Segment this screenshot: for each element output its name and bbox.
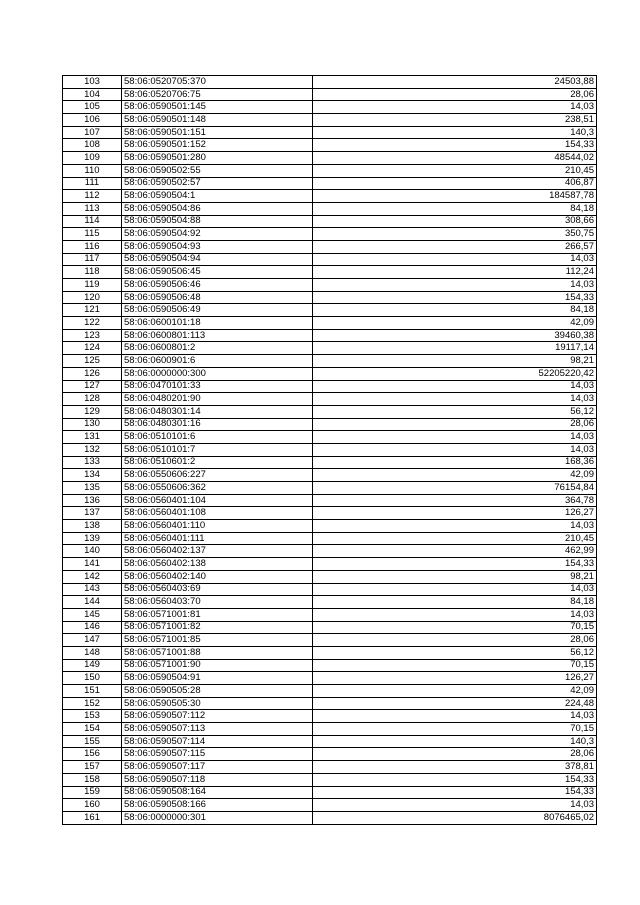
cadastral-number-cell: 58:06:0590507:114 [122, 735, 313, 748]
table-row [63, 177, 597, 190]
cadastral-number-cell: 58:06:0560402:137 [122, 545, 313, 558]
cadastral-number-cell: 58:06:0560401:111 [122, 532, 313, 545]
row-number-cell: 146 [63, 621, 122, 634]
table-row [63, 342, 597, 355]
cadastral-number-cell: 58:06:0571001:82 [122, 621, 313, 634]
cadastral-number-cell: 58:06:0560402:140 [122, 570, 313, 583]
row-number-cell: 145 [63, 608, 122, 621]
cadastral-number-cell: 58:06:0571001:81 [122, 608, 313, 621]
amount-value-cell: 14,03 [313, 279, 597, 292]
row-number-cell: 147 [63, 634, 122, 647]
row-number-cell: 144 [63, 596, 122, 609]
cadastral-number-cell: 58:06:0560401:104 [122, 494, 313, 507]
amount-value-cell: 378,81 [313, 761, 597, 774]
table-row [63, 304, 597, 317]
amount-value-cell: 14,03 [313, 393, 597, 406]
cadastral-number-cell: 58:06:0590504:92 [122, 228, 313, 241]
row-number-cell: 157 [63, 761, 122, 774]
amount-value-cell: 462,99 [313, 545, 597, 558]
table-row [63, 202, 597, 215]
row-number-cell: 110 [63, 164, 122, 177]
row-number-cell: 127 [63, 380, 122, 393]
cadastral-number-cell: 58:06:0590504:86 [122, 202, 313, 215]
table-row [63, 355, 597, 368]
amount-value-cell: 98,21 [313, 355, 597, 368]
cadastral-number-cell: 58:06:0550606:362 [122, 482, 313, 495]
cadastral-number-cell: 58:06:0560401:108 [122, 507, 313, 520]
cadastral-number-cell: 58:06:0590505:30 [122, 697, 313, 710]
cadastral-number-cell: 58:06:0480301:16 [122, 418, 313, 431]
amount-value-cell: 70,15 [313, 723, 597, 736]
row-number-cell: 117 [63, 253, 122, 266]
table-row [63, 291, 597, 304]
cadastral-number-cell: 58:06:0000000:301 [122, 811, 313, 824]
cadastral-number-cell: 58:06:0590501:151 [122, 126, 313, 139]
row-number-cell: 103 [63, 76, 122, 89]
amount-value-cell: 168,36 [313, 456, 597, 469]
row-number-cell: 119 [63, 279, 122, 292]
row-number-cell: 136 [63, 494, 122, 507]
row-number-cell: 139 [63, 532, 122, 545]
table-row [63, 773, 597, 786]
amount-value-cell: 14,03 [313, 520, 597, 533]
table-row [63, 735, 597, 748]
amount-value-cell: 406,87 [313, 177, 597, 190]
table-row [63, 469, 597, 482]
table-row [63, 164, 597, 177]
row-number-cell: 161 [63, 811, 122, 824]
table-row [63, 545, 597, 558]
amount-value-cell: 39460,38 [313, 329, 597, 342]
row-number-cell: 133 [63, 456, 122, 469]
cadastral-number-cell: 58:06:0600801:113 [122, 329, 313, 342]
table-row [63, 215, 597, 228]
row-number-cell: 108 [63, 139, 122, 152]
amount-value-cell: 19117,14 [313, 342, 597, 355]
amount-value-cell: 350,75 [313, 228, 597, 241]
row-number-cell: 125 [63, 355, 122, 368]
table-row [63, 646, 597, 659]
amount-value-cell: 154,33 [313, 773, 597, 786]
row-number-cell: 121 [63, 304, 122, 317]
amount-value-cell: 8076465,02 [313, 811, 597, 824]
row-number-cell: 109 [63, 152, 122, 165]
row-number-cell: 158 [63, 773, 122, 786]
cadastral-number-cell: 58:06:0590505:28 [122, 685, 313, 698]
amount-value-cell: 84,18 [313, 304, 597, 317]
table-row [63, 266, 597, 279]
amount-value-cell: 24503,88 [313, 76, 597, 89]
row-number-cell: 106 [63, 114, 122, 127]
cadastral-number-cell: 58:06:0560401:110 [122, 520, 313, 533]
amount-value-cell: 84,18 [313, 596, 597, 609]
table-row [63, 456, 597, 469]
amount-value-cell: 140,3 [313, 735, 597, 748]
cadastral-number-cell: 58:06:0590506:48 [122, 291, 313, 304]
row-number-cell: 112 [63, 190, 122, 203]
cadastral-number-cell: 58:06:0590502:55 [122, 164, 313, 177]
cadastral-number-cell: 58:06:0571001:85 [122, 634, 313, 647]
cadastral-number-cell: 58:06:0590504:93 [122, 240, 313, 253]
amount-value-cell: 14,03 [313, 583, 597, 596]
cadastral-number-cell: 58:06:0590507:112 [122, 710, 313, 723]
amount-value-cell: 28,06 [313, 418, 597, 431]
amount-value-cell: 126,27 [313, 672, 597, 685]
table-row [63, 482, 597, 495]
table-body [63, 76, 597, 825]
table-row [63, 608, 597, 621]
table-row [63, 786, 597, 799]
row-number-cell: 148 [63, 646, 122, 659]
amount-value-cell: 28,06 [313, 88, 597, 101]
row-number-cell: 155 [63, 735, 122, 748]
row-number-cell: 152 [63, 697, 122, 710]
row-number-cell: 150 [63, 672, 122, 685]
cadastral-number-cell: 58:06:0590506:45 [122, 266, 313, 279]
cadastral-number-cell: 58:06:0590508:166 [122, 799, 313, 812]
table-row [63, 253, 597, 266]
row-number-cell: 129 [63, 405, 122, 418]
amount-value-cell: 14,03 [313, 101, 597, 114]
table-row [63, 76, 597, 89]
amount-value-cell: 52205220,42 [313, 367, 597, 380]
cadastral-number-cell: 58:06:0600101:18 [122, 317, 313, 330]
table-row [63, 811, 597, 824]
table-row [63, 279, 597, 292]
table-row [63, 596, 597, 609]
table-row [63, 748, 597, 761]
cadastral-number-cell: 58:06:0590507:117 [122, 761, 313, 774]
cadastral-number-cell: 58:06:0480201:90 [122, 393, 313, 406]
table-row [63, 126, 597, 139]
amount-value-cell: 76154,84 [313, 482, 597, 495]
table-row [63, 443, 597, 456]
cadastral-number-cell: 58:06:0560403:69 [122, 583, 313, 596]
cadastral-number-cell: 58:06:0510101:6 [122, 431, 313, 444]
row-number-cell: 131 [63, 431, 122, 444]
cadastral-number-cell: 58:06:0520706:75 [122, 88, 313, 101]
amount-value-cell: 84,18 [313, 202, 597, 215]
table-row [63, 139, 597, 152]
amount-value-cell: 14,03 [313, 253, 597, 266]
row-number-cell: 124 [63, 342, 122, 355]
cadastral-number-cell: 58:06:0510101:7 [122, 443, 313, 456]
row-number-cell: 160 [63, 799, 122, 812]
table-row [63, 570, 597, 583]
amount-value-cell: 184587,78 [313, 190, 597, 203]
table-row [63, 101, 597, 114]
table-row [63, 114, 597, 127]
amount-value-cell: 14,03 [313, 799, 597, 812]
row-number-cell: 151 [63, 685, 122, 698]
table-row [63, 88, 597, 101]
table-row [63, 393, 597, 406]
row-number-cell: 116 [63, 240, 122, 253]
row-number-cell: 134 [63, 469, 122, 482]
table-row [63, 621, 597, 634]
amount-value-cell: 14,03 [313, 431, 597, 444]
row-number-cell: 126 [63, 367, 122, 380]
amount-value-cell: 224,48 [313, 697, 597, 710]
table-row [63, 507, 597, 520]
cadastral-number-cell: 58:06:0571001:88 [122, 646, 313, 659]
cadastral-number-cell: 58:06:0600901:6 [122, 355, 313, 368]
table-row [63, 317, 597, 330]
amount-value-cell: 112,24 [313, 266, 597, 279]
row-number-cell: 140 [63, 545, 122, 558]
row-number-cell: 118 [63, 266, 122, 279]
cadastral-number-cell: 58:06:0480301:14 [122, 405, 313, 418]
cadastral-number-cell: 58:06:0000000:300 [122, 367, 313, 380]
amount-value-cell: 126,27 [313, 507, 597, 520]
cadastral-number-cell: 58:06:0550606:227 [122, 469, 313, 482]
table-row [63, 634, 597, 647]
table-row [63, 532, 597, 545]
amount-value-cell: 14,03 [313, 380, 597, 393]
table-row [63, 520, 597, 533]
row-number-cell: 120 [63, 291, 122, 304]
cadastral-number-cell: 58:06:0520705:370 [122, 76, 313, 89]
amount-value-cell: 308,66 [313, 215, 597, 228]
table-row [63, 190, 597, 203]
row-number-cell: 153 [63, 710, 122, 723]
row-number-cell: 123 [63, 329, 122, 342]
amount-value-cell: 42,09 [313, 469, 597, 482]
amount-value-cell: 14,03 [313, 608, 597, 621]
amount-value-cell: 14,03 [313, 443, 597, 456]
amount-value-cell: 56,12 [313, 405, 597, 418]
table-row [63, 697, 597, 710]
cadastral-number-cell: 58:06:0470101:33 [122, 380, 313, 393]
table-row [63, 152, 597, 165]
amount-value-cell: 154,33 [313, 558, 597, 571]
row-number-cell: 115 [63, 228, 122, 241]
table-row [63, 329, 597, 342]
table-row [63, 418, 597, 431]
cadastral-number-cell: 58:06:0590502:57 [122, 177, 313, 190]
cadastral-number-cell: 58:06:0590506:46 [122, 279, 313, 292]
amount-value-cell: 48544,02 [313, 152, 597, 165]
amount-value-cell: 28,06 [313, 748, 597, 761]
row-number-cell: 132 [63, 443, 122, 456]
row-number-cell: 105 [63, 101, 122, 114]
data-table [62, 75, 597, 825]
cadastral-number-cell: 58:06:0590504:1 [122, 190, 313, 203]
table-row [63, 710, 597, 723]
cadastral-number-cell: 58:06:0590504:91 [122, 672, 313, 685]
amount-value-cell: 266,57 [313, 240, 597, 253]
amount-value-cell: 98,21 [313, 570, 597, 583]
amount-value-cell: 210,45 [313, 532, 597, 545]
cadastral-number-cell: 58:06:0560403:70 [122, 596, 313, 609]
row-number-cell: 141 [63, 558, 122, 571]
cadastral-number-cell: 58:06:0590501:280 [122, 152, 313, 165]
table-row [63, 431, 597, 444]
table-row [63, 799, 597, 812]
amount-value-cell: 238,51 [313, 114, 597, 127]
cadastral-number-cell: 58:06:0590506:49 [122, 304, 313, 317]
table-row [63, 672, 597, 685]
cadastral-number-cell: 58:06:0590501:148 [122, 114, 313, 127]
amount-value-cell: 70,15 [313, 659, 597, 672]
row-number-cell: 149 [63, 659, 122, 672]
row-number-cell: 137 [63, 507, 122, 520]
amount-value-cell: 154,33 [313, 291, 597, 304]
table-row [63, 380, 597, 393]
table-row [63, 558, 597, 571]
amount-value-cell: 14,03 [313, 710, 597, 723]
table-row [63, 583, 597, 596]
cadastral-number-cell: 58:06:0590501:145 [122, 101, 313, 114]
cadastral-number-cell: 58:06:0590501:152 [122, 139, 313, 152]
amount-value-cell: 42,09 [313, 317, 597, 330]
row-number-cell: 122 [63, 317, 122, 330]
cadastral-number-cell: 58:06:0510601:2 [122, 456, 313, 469]
cadastral-number-cell: 58:06:0560402:138 [122, 558, 313, 571]
cadastral-number-cell: 58:06:0590508:164 [122, 786, 313, 799]
amount-value-cell: 42,09 [313, 685, 597, 698]
row-number-cell: 154 [63, 723, 122, 736]
row-number-cell: 142 [63, 570, 122, 583]
amount-value-cell: 364,78 [313, 494, 597, 507]
row-number-cell: 107 [63, 126, 122, 139]
amount-value-cell: 56,12 [313, 646, 597, 659]
cadastral-number-cell: 58:06:0571001:90 [122, 659, 313, 672]
row-number-cell: 156 [63, 748, 122, 761]
row-number-cell: 159 [63, 786, 122, 799]
row-number-cell: 143 [63, 583, 122, 596]
cadastral-number-cell: 58:06:0590507:115 [122, 748, 313, 761]
table-row [63, 494, 597, 507]
row-number-cell: 135 [63, 482, 122, 495]
table-row [63, 405, 597, 418]
table-row [63, 723, 597, 736]
amount-value-cell: 140,3 [313, 126, 597, 139]
amount-value-cell: 154,33 [313, 786, 597, 799]
cadastral-number-cell: 58:06:0590507:113 [122, 723, 313, 736]
row-number-cell: 111 [63, 177, 122, 190]
amount-value-cell: 28,06 [313, 634, 597, 647]
row-number-cell: 138 [63, 520, 122, 533]
cadastral-number-cell: 58:06:0590504:94 [122, 253, 313, 266]
table-row [63, 659, 597, 672]
row-number-cell: 130 [63, 418, 122, 431]
row-number-cell: 128 [63, 393, 122, 406]
table-row [63, 367, 597, 380]
row-number-cell: 113 [63, 202, 122, 215]
table-row [63, 228, 597, 241]
cadastral-number-cell: 58:06:0590507:118 [122, 773, 313, 786]
table-row [63, 685, 597, 698]
table-row [63, 240, 597, 253]
amount-value-cell: 154,33 [313, 139, 597, 152]
amount-value-cell: 210,45 [313, 164, 597, 177]
table-row [63, 761, 597, 774]
row-number-cell: 104 [63, 88, 122, 101]
cadastral-number-cell: 58:06:0590504:88 [122, 215, 313, 228]
cadastral-number-cell: 58:06:0600801:2 [122, 342, 313, 355]
row-number-cell: 114 [63, 215, 122, 228]
amount-value-cell: 70,15 [313, 621, 597, 634]
